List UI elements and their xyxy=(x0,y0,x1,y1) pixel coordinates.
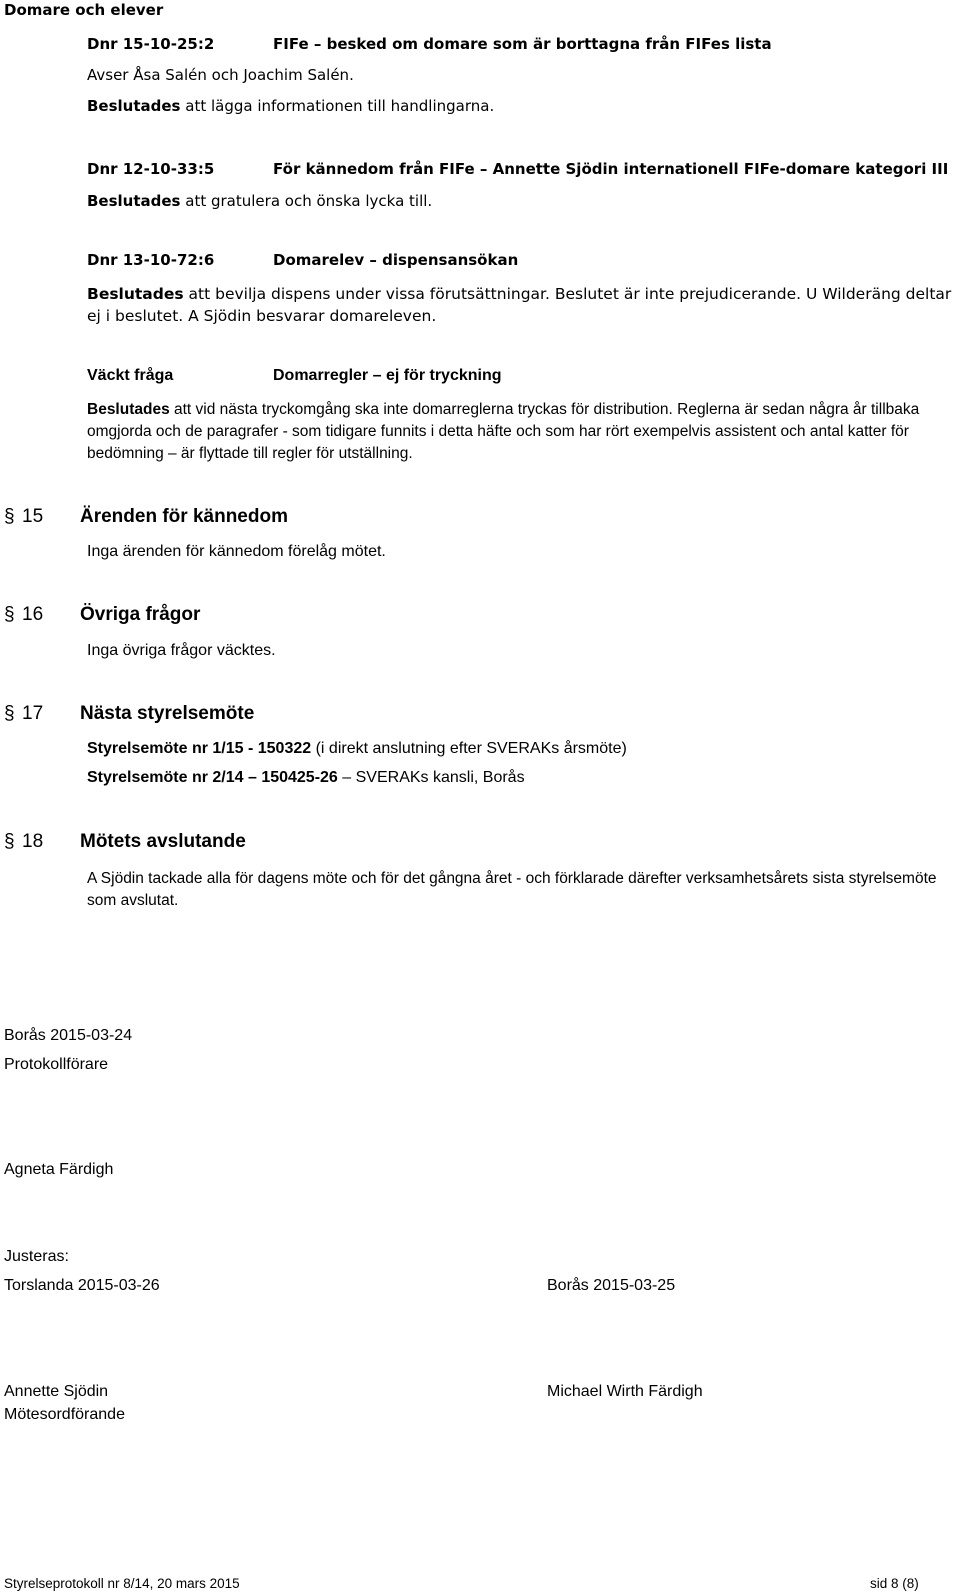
item-decision xyxy=(87,97,494,115)
item-dnr: Väckt fråga xyxy=(87,367,174,384)
paragraph-sign-icon: § xyxy=(4,703,15,724)
item-dnr: Dnr 12-10-33:5 xyxy=(87,160,215,178)
decision-label: Beslutades xyxy=(87,401,170,418)
paragraph-sign-icon: § xyxy=(4,604,15,625)
decision-label: Beslutades xyxy=(87,192,181,210)
signature-role: Protokollförare xyxy=(4,1056,109,1073)
section-title: Mötets avslutande xyxy=(80,831,246,852)
section-number: 15 xyxy=(22,506,44,527)
section-title: Övriga frågor xyxy=(80,604,201,625)
item-decision xyxy=(87,283,957,327)
item-dnr: Dnr 13-10-72:6 xyxy=(87,251,215,269)
item-title: FIFe – besked om domare som är borttagna från FIFes lista xyxy=(273,35,772,53)
footer-page-number: sid 8 (8) xyxy=(870,1576,919,1591)
adjuster1-name: Annette Sjödin xyxy=(4,1383,109,1400)
item-title: För kännedom från FIFe – Annette Sjödin internationell FIFe-domare kategori III xyxy=(273,160,949,178)
meeting-line xyxy=(87,740,627,758)
item-title: Domarregler – ej för tryckning xyxy=(273,367,502,384)
meeting-note: (i direkt anslutning efter SVERAKs årsmöte) xyxy=(311,740,627,757)
decision-text: att vid nästa tryckomgång ska inte domarreglerna tryckas för distribution. Reglerna är sedan några år tillbaka omgjorda och de paragrafer - som tidigare funnits i detta häfte och som har rört exempelvis assistent och antal katter för bedömning – är flyttade till regler för utställning. xyxy=(87,401,920,462)
meeting-line xyxy=(87,769,525,787)
meeting-id: Styrelsemöte nr 2/14 – 150425-26 xyxy=(87,769,338,786)
adjuster1-role: Mötesordförande xyxy=(4,1406,125,1423)
section-text: Inga övriga frågor väcktes. xyxy=(87,642,276,659)
meeting-id: Styrelsemöte nr 1/15 - 150322 xyxy=(87,740,312,757)
paragraph-sign-icon: § xyxy=(4,506,15,527)
section-title: Ärenden för kännedom xyxy=(80,506,288,527)
decision-text: att lägga informationen till handlingarna. xyxy=(180,97,495,115)
secretary-name: Agneta Färdigh xyxy=(4,1161,114,1178)
item-text: Avser Åsa Salén och Joachim Salén. xyxy=(87,66,354,84)
footer-document-title: Styrelseprotokoll nr 8/14, 20 mars 2015 xyxy=(4,1576,240,1591)
item-decision xyxy=(87,192,432,210)
section-title: Nästa styrelsemöte xyxy=(80,703,255,724)
adjuster1-place-date: Torslanda 2015-03-26 xyxy=(4,1277,160,1294)
decision-text: att bevilja dispens under vissa förutsättningar. Beslutet är inte prejudicerande. U Wilderäng deltar ej i beslutet. A Sjödin besvarar domareleven. xyxy=(87,285,952,325)
adjusters-label: Justeras: xyxy=(4,1248,69,1265)
item-decision xyxy=(87,399,957,465)
section-number: 18 xyxy=(22,831,44,852)
section-text: Inga ärenden för kännedom förelåg mötet. xyxy=(87,543,386,560)
paragraph-sign-icon: § xyxy=(4,831,15,852)
decision-text: att gratulera och önska lycka till. xyxy=(180,192,433,210)
adjuster2-name: Michael Wirth Färdigh xyxy=(547,1383,703,1400)
adjuster2-place-date: Borås 2015-03-25 xyxy=(547,1277,676,1294)
item-dnr: Dnr 15-10-25:2 xyxy=(87,35,215,53)
decision-label: Beslutades xyxy=(87,285,184,303)
section-number: 17 xyxy=(22,703,44,724)
meeting-note: – SVERAKs kansli, Borås xyxy=(337,769,525,786)
section-number: 16 xyxy=(22,604,44,625)
section-header: Domare och elever xyxy=(4,1,164,19)
item-title: Domarelev – dispensansökan xyxy=(273,251,519,269)
signature-place-date: Borås 2015-03-24 xyxy=(4,1027,133,1044)
decision-label: Beslutades xyxy=(87,97,181,115)
section-text: A Sjödin tackade alla för dagens möte och för det gångna året - och förklarade därefter verksamhetsårets sista styrelsemöte som avslutat. xyxy=(87,870,937,909)
